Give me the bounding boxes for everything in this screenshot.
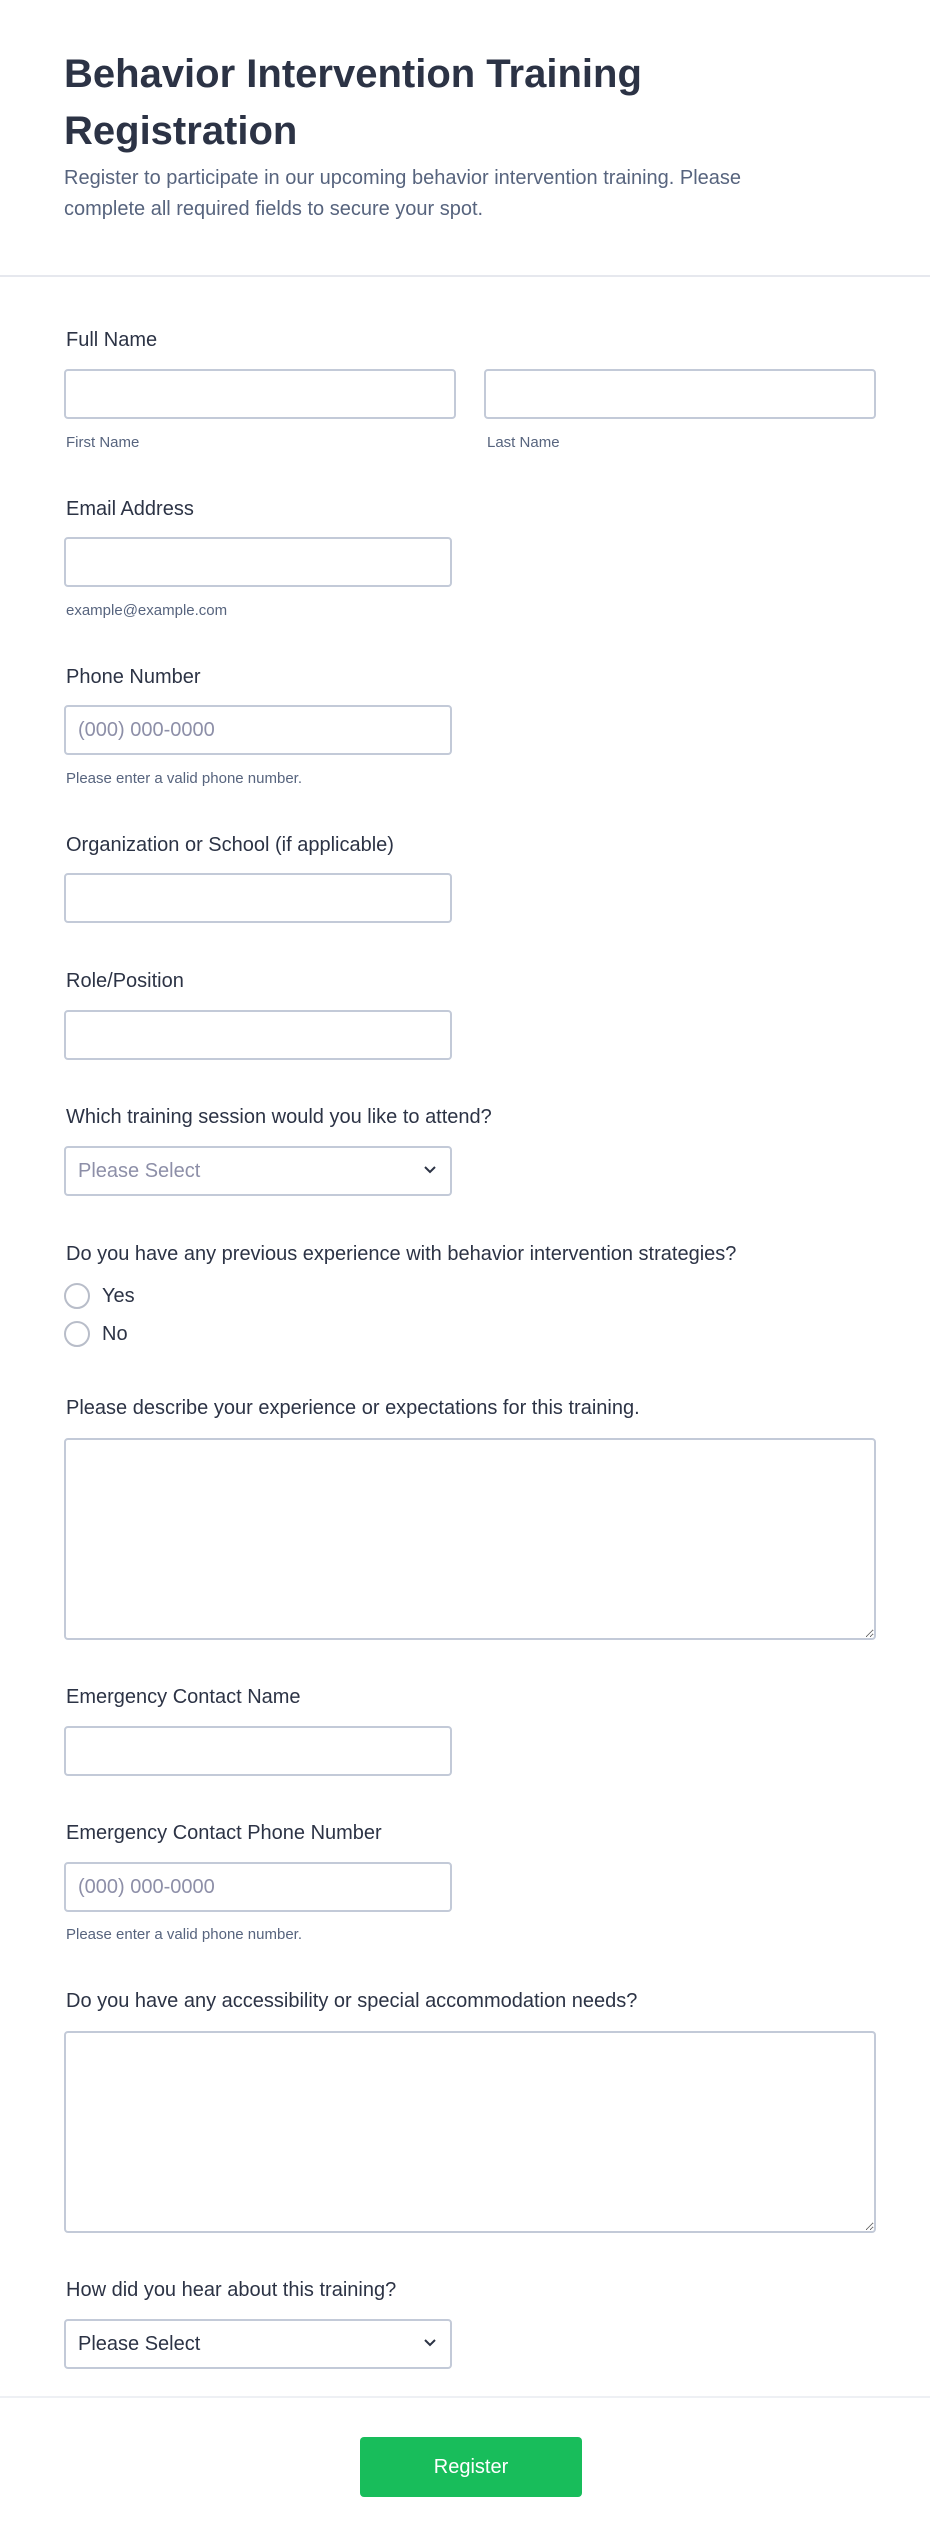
chevron-down-icon	[422, 2333, 438, 2356]
footer-divider	[0, 2396, 930, 2398]
emergency-name-label: Emergency Contact Name	[66, 1686, 301, 1708]
emergency-phone-label: Emergency Contact Phone Number	[66, 1822, 382, 1844]
role-input[interactable]	[64, 1010, 452, 1060]
radio-circle-icon[interactable]	[64, 1321, 90, 1347]
page-title: Behavior Intervention Training Registration	[64, 52, 642, 153]
experience-option-yes-label: Yes	[102, 1284, 135, 1307]
accessibility-label: Do you have any accessibility or special accommodation needs?	[66, 1990, 638, 2012]
experience-label: Do you have any previous experience with behavior intervention strategies?	[66, 1243, 737, 1265]
last-name-input[interactable]	[484, 369, 876, 419]
radio-circle-icon[interactable]	[64, 1283, 90, 1309]
organization-label: Organization or School (if applicable)	[66, 834, 394, 856]
role-label: Role/Position	[66, 970, 184, 992]
last-name-sublabel: Last Name	[487, 434, 560, 451]
emergency-phone-sublabel: Please enter a valid phone number.	[66, 1926, 302, 1943]
experience-option-no-label: No	[102, 1322, 128, 1345]
heard-select[interactable]	[64, 2319, 452, 2369]
chevron-down-icon	[422, 1160, 438, 1183]
page-description: Register to participate in our upcoming behavior intervention training. Please complete all required fields to secure your spot.	[64, 167, 742, 220]
describe-label: Please describe your experience or expectations for this training.	[66, 1397, 640, 1419]
heard-select-value: Please Select	[78, 2332, 201, 2355]
full-name-label: Full Name	[66, 329, 158, 351]
form-header	[0, 0, 930, 277]
organization-input[interactable]	[64, 873, 452, 923]
emergency-name-input[interactable]	[64, 1726, 452, 1776]
emergency-phone-input[interactable]	[64, 1862, 452, 1912]
session-select-value: Please Select	[78, 1159, 201, 1182]
describe-textarea[interactable]	[64, 1438, 876, 1640]
email-label: Email Address	[66, 498, 194, 520]
experience-option-no[interactable]	[64, 1321, 128, 1347]
phone-label: Phone Number	[66, 666, 201, 688]
email-input[interactable]	[64, 537, 452, 587]
phone-input[interactable]	[64, 705, 452, 755]
session-label: Which training session would you like to attend?	[66, 1106, 492, 1128]
phone-sublabel: Please enter a valid phone number.	[66, 770, 302, 787]
register-button[interactable]: Register	[360, 2437, 582, 2497]
session-select[interactable]	[64, 1146, 452, 1196]
first-name-input[interactable]	[64, 369, 456, 419]
experience-option-yes[interactable]	[64, 1283, 135, 1309]
accessibility-textarea[interactable]	[64, 2031, 876, 2233]
heard-label: How did you hear about this training?	[66, 2279, 397, 2301]
first-name-sublabel: First Name	[66, 434, 140, 451]
email-sublabel: example@example.com	[66, 602, 228, 619]
